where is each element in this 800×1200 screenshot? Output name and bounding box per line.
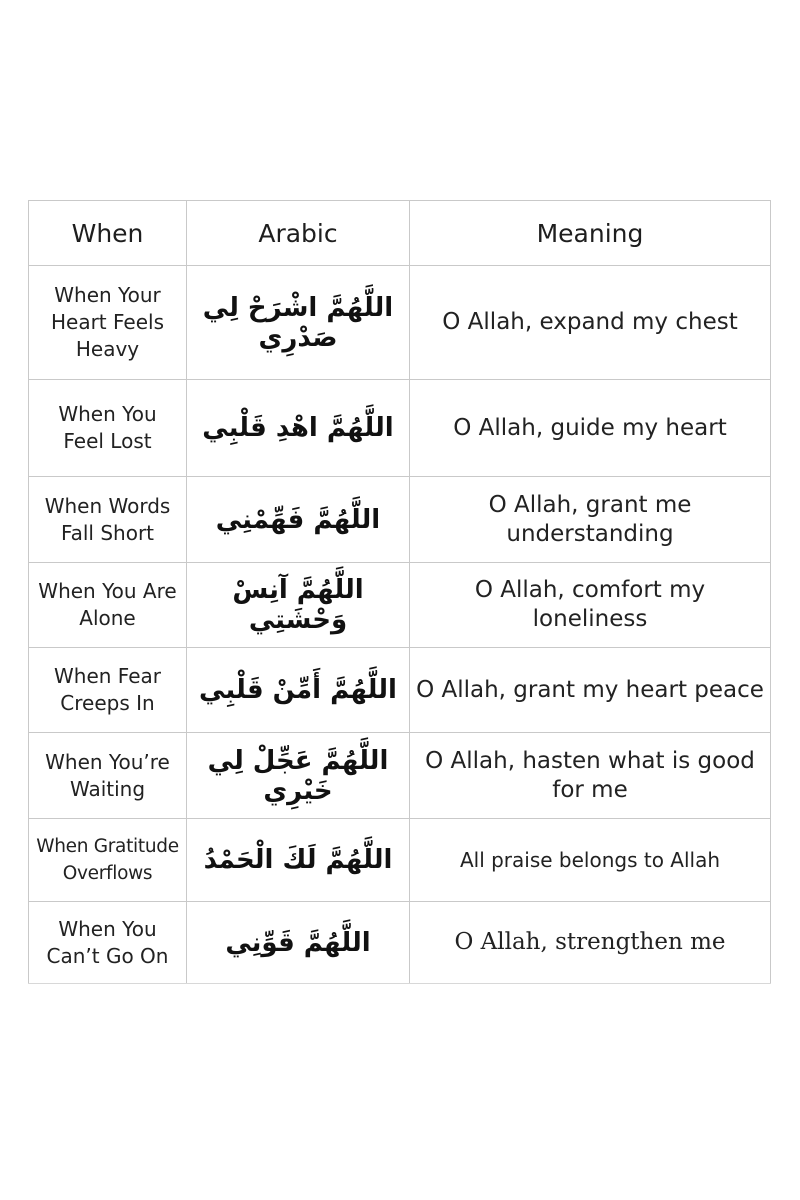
arabic-cell: اللَّهُمَّ أَمِّنْ قَلْبِي bbox=[187, 648, 410, 733]
table-row bbox=[29, 902, 771, 984]
table-row bbox=[29, 477, 771, 563]
table-row bbox=[29, 733, 771, 819]
arabic-cell: اللَّهُمَّ اشْرَحْ لِي صَدْرِي bbox=[187, 266, 410, 380]
when-cell: When You’re Waiting bbox=[29, 733, 187, 819]
when-cell: When Words Fall Short bbox=[29, 477, 187, 563]
meaning-cell: O Allah, grant my heart peace bbox=[410, 648, 771, 733]
meaning-cell: All praise belongs to Allah bbox=[410, 819, 771, 902]
meaning-cell: O Allah, grant me understanding bbox=[410, 477, 771, 563]
header-row bbox=[29, 201, 771, 266]
table-row bbox=[29, 563, 771, 648]
table-row bbox=[29, 819, 771, 902]
when-cell: When Fear Creeps In bbox=[29, 648, 187, 733]
when-cell: When Your Heart Feels Heavy bbox=[29, 266, 187, 380]
meaning-cell: O Allah, expand my chest bbox=[410, 266, 771, 380]
meaning-cell: O Allah, strengthen me bbox=[410, 902, 771, 984]
meaning-cell: O Allah, hasten what is good for me bbox=[410, 733, 771, 819]
meaning-cell: O Allah, guide my heart bbox=[410, 380, 771, 477]
arabic-cell: اللَّهُمَّ اهْدِ قَلْبِي bbox=[187, 380, 410, 477]
when-cell: When Gratitude Overflows bbox=[29, 819, 187, 902]
table-row bbox=[29, 380, 771, 477]
arabic-cell: اللَّهُمَّ آنِسْ وَحْشَتِي bbox=[187, 563, 410, 648]
arabic-cell: اللَّهُمَّ لَكَ الْحَمْدُ bbox=[187, 819, 410, 902]
dua-table bbox=[28, 200, 771, 984]
table-row bbox=[29, 266, 771, 380]
meaning-cell: O Allah, comfort my loneliness bbox=[410, 563, 771, 648]
header-meaning: Meaning bbox=[410, 201, 771, 266]
arabic-cell: اللَّهُمَّ عَجِّلْ لِي خَيْرِي bbox=[187, 733, 410, 819]
arabic-cell: اللَّهُمَّ قَوِّنِي bbox=[187, 902, 410, 984]
when-cell: When You Are Alone bbox=[29, 563, 187, 648]
table-row bbox=[29, 648, 771, 733]
header-when: When bbox=[29, 201, 187, 266]
when-cell: When You Can’t Go On bbox=[29, 902, 187, 984]
when-cell: When You Feel Lost bbox=[29, 380, 187, 477]
header-arabic: Arabic bbox=[187, 201, 410, 266]
arabic-cell: اللَّهُمَّ فَهِّمْنِي bbox=[187, 477, 410, 563]
